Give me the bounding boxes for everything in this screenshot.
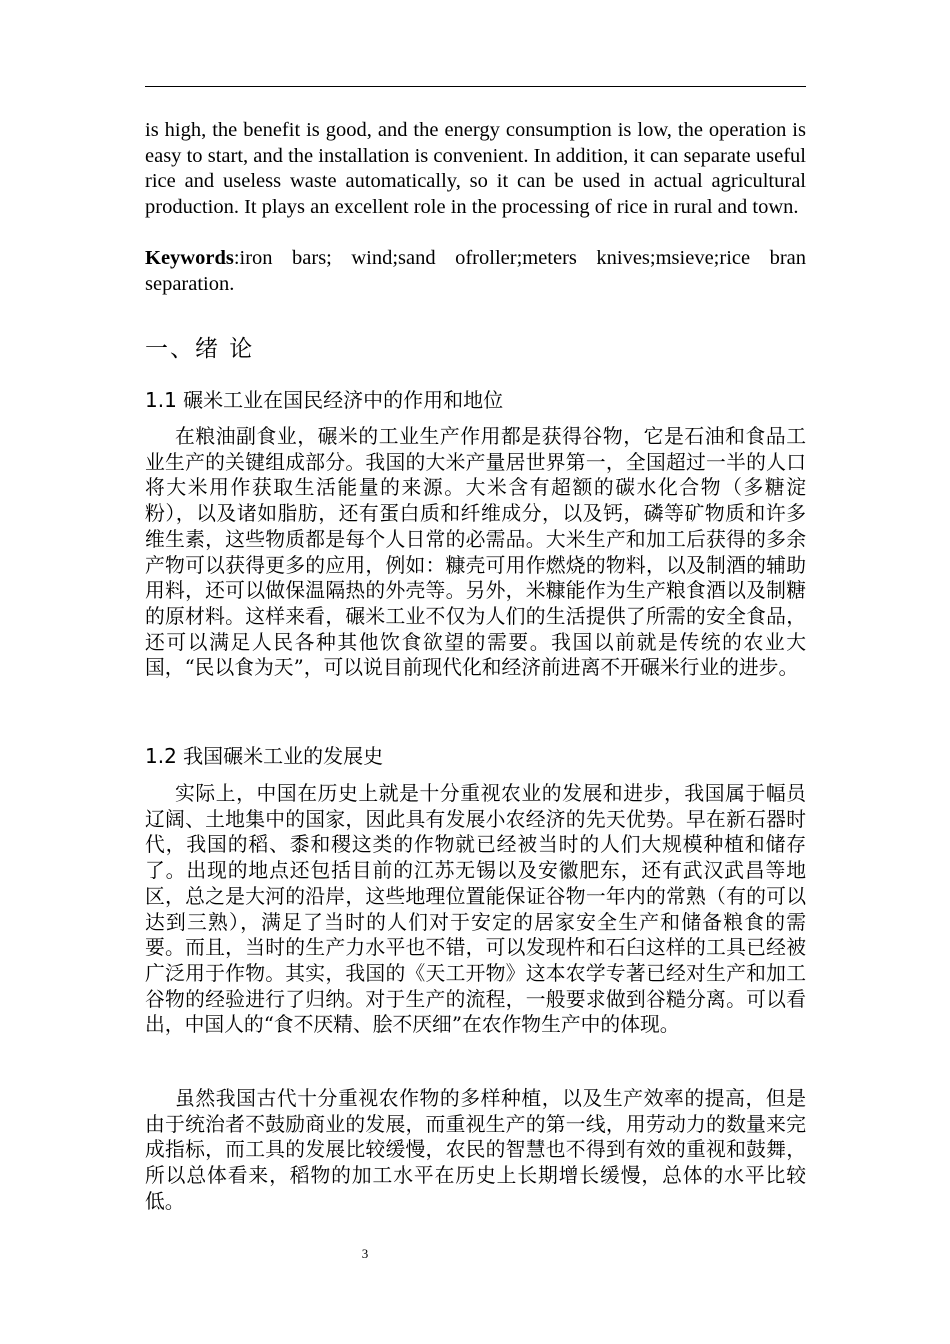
keywords-line xyxy=(145,246,806,297)
section-heading-1-2: 1.2 我国碾米工业的发展史 xyxy=(145,744,384,768)
section-1-1-paragraph: 在粮油副食业，碾米的工业生产作用都是获得谷物，它是石油和食品工业生产的关键组成部分。我国的大米产量居世界第一，全国超过一半的人口将大米用作获取生活能量的来源。大米含有超额的碳水化合物（多糖淀粉），以及诸如脂肪，还有蛋白质和纤维成分，以及钙，磷等矿物质和许多维生素，这些物质都是每个人日常的必需品。大米生产和加工后获得的多余产物可以获得更多的应用，例如：糠壳可用作燃烧的物料，以及制酒的辅助用料，还可以做保温隔热的外壳等。另外，米糠能作为生产粮食酒以及制糖的原材料。这样来看，碾米工业不仅为人们的生活提供了所需的安全食品，还可以满足人民各种其他饮食欲望的需要。我国以前就是传统的农业大国，“民以食为天”，可以说目前现代化和经济前进离不开碾米行业的进步。 xyxy=(145,425,806,680)
section-1-2-paragraph-1: 实际上，中国在历史上就是十分重视农业的发展和进步，我国属于幅员辽阔、土地集中的国家，因此具有发展小农经济的先天优势。早在新石器时代，我国的稻、黍和稷这类的作物就已经被当时的人们大规模种植和储存了。出现的地点还包括目前的江苏无锡以及安徽肥东，还有武汉武昌等地区，总之是大河的沿岸，这些地理位置能保证谷物一年内的常熟（有的可以达到三熟），满足了当时的人们对于安定的居家安全生产和储备粮食的需要。而且，当时的生产力水平也不错，可以发现杵和石臼这样的工具已经被广泛用于作物。其实，我国的《天工开物》这本农学专著已经对生产和加工谷物的经验进行了归纳。对于生产的流程，一般要求做到谷糙分离。可以看出，中国人的“食不厌精、脍不厌细”在农作物生产中的体现。 xyxy=(145,782,806,1037)
keywords-text: :iron bars; wind;sand ofroller;meters knives;msieve;rice bran separation. xyxy=(145,247,806,295)
abstract-english-text: is high, the benefit is good, and the energy consumption is low, the operation is easy to start, and the installation is convenient. In addition, it can separate useful rice and useless waste automatically, so it can be used in actual agricultural production. It plays an excellent role in the processing of rice in rural and town. xyxy=(145,119,806,219)
document-page xyxy=(145,0,806,1344)
page-number: 3 xyxy=(361,1246,369,1261)
header-rule xyxy=(145,86,806,87)
keywords-label: Keywords xyxy=(145,247,234,269)
chapter-title: 一、绪 论 xyxy=(145,336,255,362)
section-1-2-paragraph-2: 虽然我国古代十分重视农作物的多样种植，以及生产效率的提高，但是由于统治者不鼓励商业的发展，而重视生产的第一线，用劳动力的数量来完成指标，而工具的发展比较缓慢，农民的智慧也不得到有效的重视和鼓舞，所以总体看来，稻物的加工水平在历史上长期增长缓慢，总体的水平比较低。 xyxy=(145,1087,806,1213)
section-heading-1-1: 1.1 碾米工业在国民经济中的作用和地位 xyxy=(145,388,504,412)
